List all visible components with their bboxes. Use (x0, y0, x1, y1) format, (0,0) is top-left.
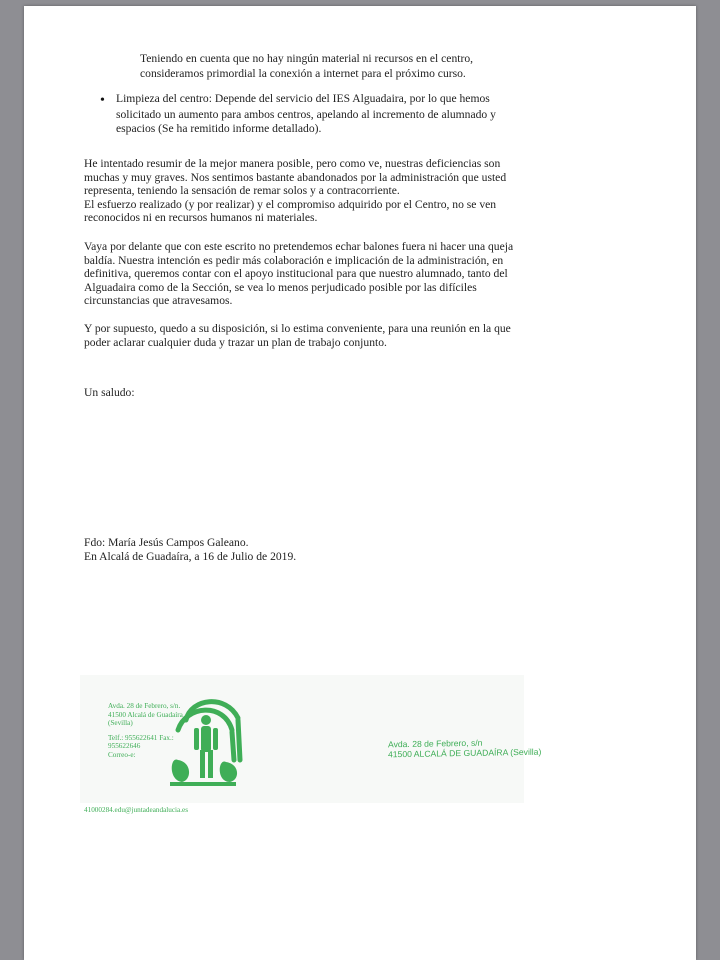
bullet-icon: • (100, 93, 105, 108)
footer-line: Avda. 28 de Febrero, s/n (388, 737, 483, 750)
text-line: reconocidos ni en recursos humanos ni materiales. (84, 211, 318, 225)
text-line: consideramos primordial la conexión a internet para el próximo curso. (140, 67, 466, 80)
place-date-line: En Alcalá de Guadaíra, a 16 de Julio de 2019. (84, 550, 297, 563)
signature-block (84, 536, 514, 564)
intro-paragraph (140, 51, 520, 81)
footer-line: (Sevilla) (108, 719, 133, 728)
purpose-paragraph (84, 240, 514, 308)
footer-address-right (388, 737, 541, 760)
text-line: representa, teniendo la sensación de remar solos y a contracorriente. (84, 184, 400, 198)
meeting-paragraph (84, 322, 514, 349)
greeting (84, 386, 514, 400)
footer-line: Telf.: 955622641 Fax.: (108, 733, 174, 742)
footer-line: Correo-e: (108, 750, 136, 759)
text-line: baldía. Nuestra intención es pedir más colaboración e implicación de la administración, en (84, 253, 504, 267)
text-line: He intentado resumir de la mejor manera posible, pero como ve, nuestras deficiencias son (84, 157, 501, 170)
text-line: Vaya por delante que con este escrito no pretendemos echar balones fuera ni hacer una queja (84, 240, 514, 253)
junta-de-andalucia-emblem-icon (156, 690, 246, 792)
text-line: muchas y muy graves. Nos sentimos bastante abandonados por la administración que usted (84, 170, 507, 184)
footer-line: 41500 ALCALÁ DE GUADAÍRA (Sevilla) (388, 746, 542, 760)
text-line: Alguadaira como de la Sección, se vea lo menos perjudicado posible por las difíciles (84, 280, 477, 294)
text-line: El esfuerzo realizado (y por realizar) y el compromiso adquirido por el Centro, no se ven (84, 197, 497, 211)
text-line: poder aclarar cualquier duda y trazar un plan de trabajo conjunto. (84, 335, 387, 349)
text-line: definitiva, queremos contar con el apoyo institucional para que nuestro alumnado, tanto del (84, 267, 508, 281)
footer-line: 955622646 (108, 742, 141, 751)
summary-paragraph (84, 157, 514, 225)
greeting-text: Un saludo: (84, 386, 135, 399)
text-line: Limpieza del centro: Depende del servicio del IES Alguadaira, por lo que hemos (116, 92, 490, 105)
text-line: solicitado un aumento para ambos centros, apelando al incremento de alumnado y (116, 108, 496, 121)
text-line: Teniendo en cuenta que no hay ningún material ni recursos en el centro, (140, 52, 474, 65)
footer-line: Avda. 28 de Febrero, s/n. (108, 702, 181, 710)
footer-line: 41500 Alcalá de Guadaíra (108, 710, 183, 719)
signature-line: Fdo: María Jesús Campos Galeano. (84, 536, 249, 549)
bullet-item (116, 91, 516, 137)
text-line: circunstancias que atravesamos. (84, 294, 233, 308)
text-line: espacios (Se ha remitido informe detallado). (116, 122, 322, 135)
document-page (24, 6, 696, 960)
text-line: Y por supuesto, quedo a su disposición, si lo estima conveniente, para una reunión en la que (84, 322, 511, 335)
footer-email: 41000284.edu@juntadeandalucia.es (84, 806, 189, 814)
